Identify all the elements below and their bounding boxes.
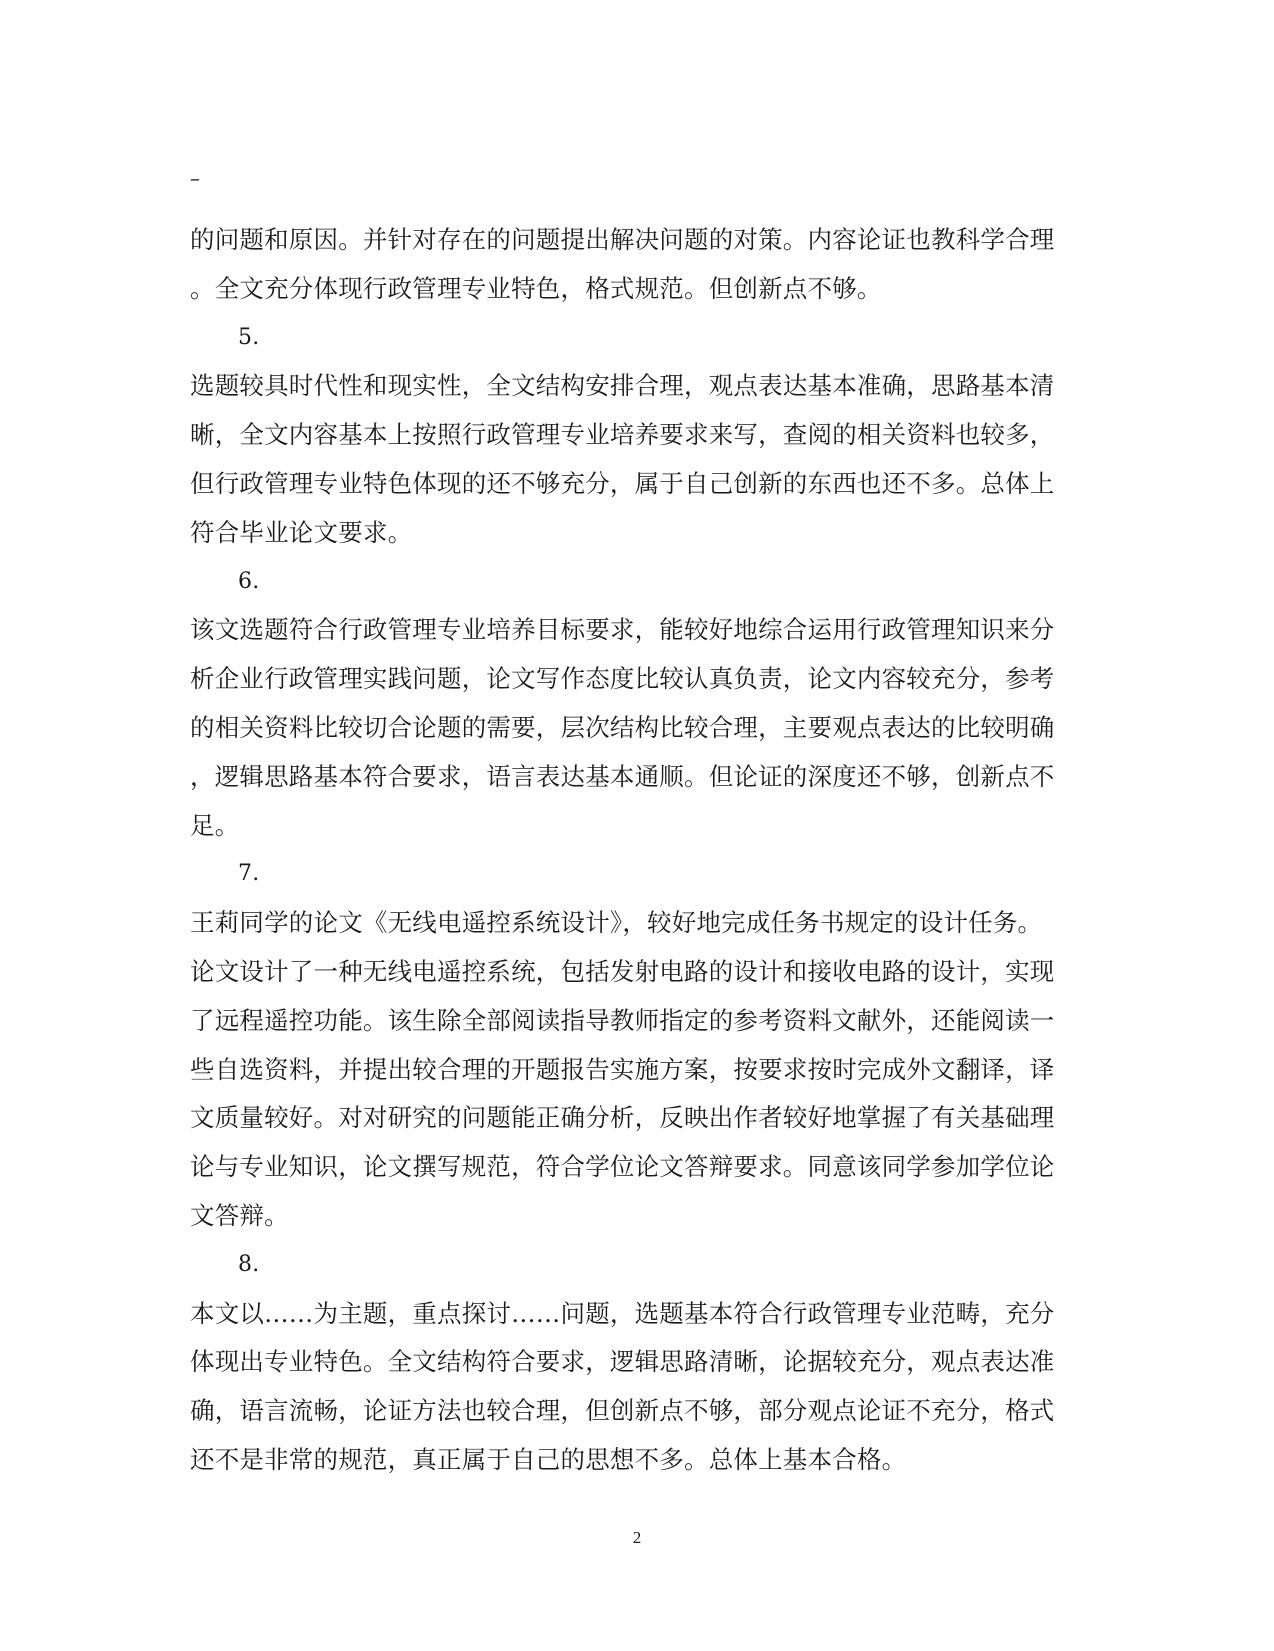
page-number: 2 [632, 1528, 642, 1547]
text-line: 的问题和原因。并针对存在的问题提出解决问题的对策。内容论证也教科学合理 [190, 225, 1055, 254]
text-line: 了远程遥控功能。该生除全部阅读指导教师指定的参考资料文献外，还能阅读一 [190, 1005, 1055, 1035]
text-line: 足。 [190, 810, 240, 840]
text-line: 还不是非常的规范，真正属于自己的思想不多。总体上基本合格。 [190, 1444, 907, 1474]
text-line: 该文选题符合行政管理专业培养目标要求，能较好地综合运用行政管理知识来分 [190, 615, 1055, 645]
text-line: 析企业行政管理实践问题，论文写作态度比较认真负责，论文内容较充分，参考 [190, 664, 1055, 694]
header-mark: – [190, 166, 200, 190]
item-number: 6. [238, 568, 260, 594]
text-line: 论文设计了一种无线电遥控系统，包括发射电路的设计和接收电路的设计，实现 [190, 956, 1055, 986]
text-line: 文质量较好。对对研究的问题能正确分析，反映出作者较好地掌握了有关基础理 [190, 1103, 1055, 1133]
text-line: 选题较具时代性和现实性，全文结构安排合理，观点表达基本准确，思路基本清 [190, 371, 1055, 401]
text-line: 本文以……为主题，重点探讨……问题，选题基本符合行政管理专业范畴，充分 [190, 1298, 1055, 1328]
item-number: 8. [238, 1251, 260, 1277]
text-line: 王莉同学的论文《无线电遥控系统设计》，较好地完成任务书规定的设计任务。 [190, 908, 1043, 938]
text-line: 体现出专业特色。全文结构符合要求，逻辑思路清晰，论据较充分，观点表达准 [190, 1347, 1055, 1377]
text-line: 确，语言流畅，论证方法也较合理，但创新点不够，部分观点论证不充分，格式 [190, 1396, 1055, 1426]
text-line: 些自选资料，并提出较合理的开题报告实施方案，按要求按时完成外文翻译，译 [190, 1054, 1055, 1084]
document-body [190, 216, 1070, 1485]
text-line: 晰，全文内容基本上按照行政管理专业培养要求来写，查阅的相关资料也较多， [190, 420, 1055, 450]
text-line: 的相关资料比较切合论题的需要，层次结构比较合理，主要观点表达的比较明确 [190, 712, 1055, 742]
item-number: 7. [238, 861, 260, 887]
text-line: 符合毕业论文要求。 [190, 517, 413, 547]
text-line: ，逻辑思路基本符合要求，语言表达基本通顺。但论证的深度还不够，创新点不 [190, 761, 1055, 791]
text-line: 论与专业知识，论文撰写规范，符合学位论文答辩要求。同意该同学参加学位论 [190, 1152, 1055, 1182]
item-number: 5. [238, 324, 260, 350]
text-line: 。全文充分体现行政管理专业特色，格式规范。但创新点不够。 [190, 273, 882, 303]
text-line: 但行政管理专业特色体现的还不够充分，属于自己创新的东西也还不多。总体上 [190, 468, 1055, 498]
text-line: 文答辩。 [190, 1200, 289, 1230]
